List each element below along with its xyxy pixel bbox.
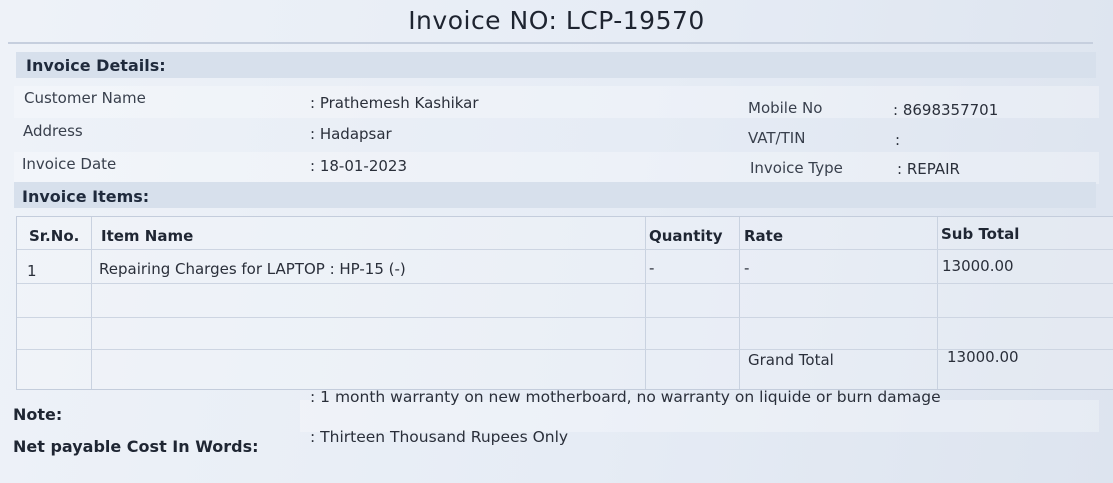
col-header-rate: Rate xyxy=(744,227,784,245)
details-heading: Invoice Details: xyxy=(16,52,1096,78)
title-divider xyxy=(8,42,1093,44)
row-divider xyxy=(17,249,1113,250)
col-header-sub-total: Sub Total xyxy=(941,225,1020,243)
col-header-item-name: Item Name xyxy=(101,227,194,245)
col-header-sr: Sr.No. xyxy=(29,227,80,245)
invoice-date-label: Invoice Date xyxy=(22,155,117,173)
note-label: Note: xyxy=(13,405,63,424)
row-divider xyxy=(17,317,1113,318)
vat-label: VAT/TIN xyxy=(748,129,806,147)
grand-total-label: Grand Total xyxy=(748,351,834,369)
col-divider xyxy=(739,217,740,389)
item-name: Repairing Charges for LAPTOP : HP-15 (-) xyxy=(99,260,406,278)
grand-total-value: 13000.00 xyxy=(947,348,1019,366)
item-rate: - xyxy=(744,259,750,277)
item-quantity: - xyxy=(649,259,655,277)
mobile-label: Mobile No xyxy=(748,99,823,117)
item-sub-total: 13000.00 xyxy=(942,257,1014,275)
invoice-date-value: : 18-01-2023 xyxy=(310,157,407,175)
invoice-title: Invoice NO: LCP-19570 xyxy=(408,6,705,35)
words-label: Net payable Cost In Words: xyxy=(13,437,259,456)
item-sr: 1 xyxy=(27,262,37,280)
row-divider xyxy=(17,283,1113,284)
vat-value: : xyxy=(895,131,901,149)
address-value: : Hadapsar xyxy=(310,125,392,143)
address-label: Address xyxy=(23,122,83,140)
customer-name-label: Customer Name xyxy=(24,89,146,107)
note-value: : 1 month warranty on new motherboard, no warranty on liquide or burn damage xyxy=(310,388,941,406)
col-divider xyxy=(937,217,938,389)
col-header-quantity: Quantity xyxy=(649,227,723,245)
customer-name-value: : Prathemesh Kashikar xyxy=(310,94,479,112)
invoice-type-label: Invoice Type xyxy=(750,159,843,177)
col-divider xyxy=(645,217,646,389)
col-divider xyxy=(91,217,92,389)
words-value: : Thirteen Thousand Rupees Only xyxy=(310,428,569,446)
invoice-type-value: : REPAIR xyxy=(897,160,960,178)
items-heading: Invoice Items: xyxy=(14,182,1096,208)
mobile-value: : 8698357701 xyxy=(893,101,999,119)
items-table xyxy=(16,216,1113,390)
